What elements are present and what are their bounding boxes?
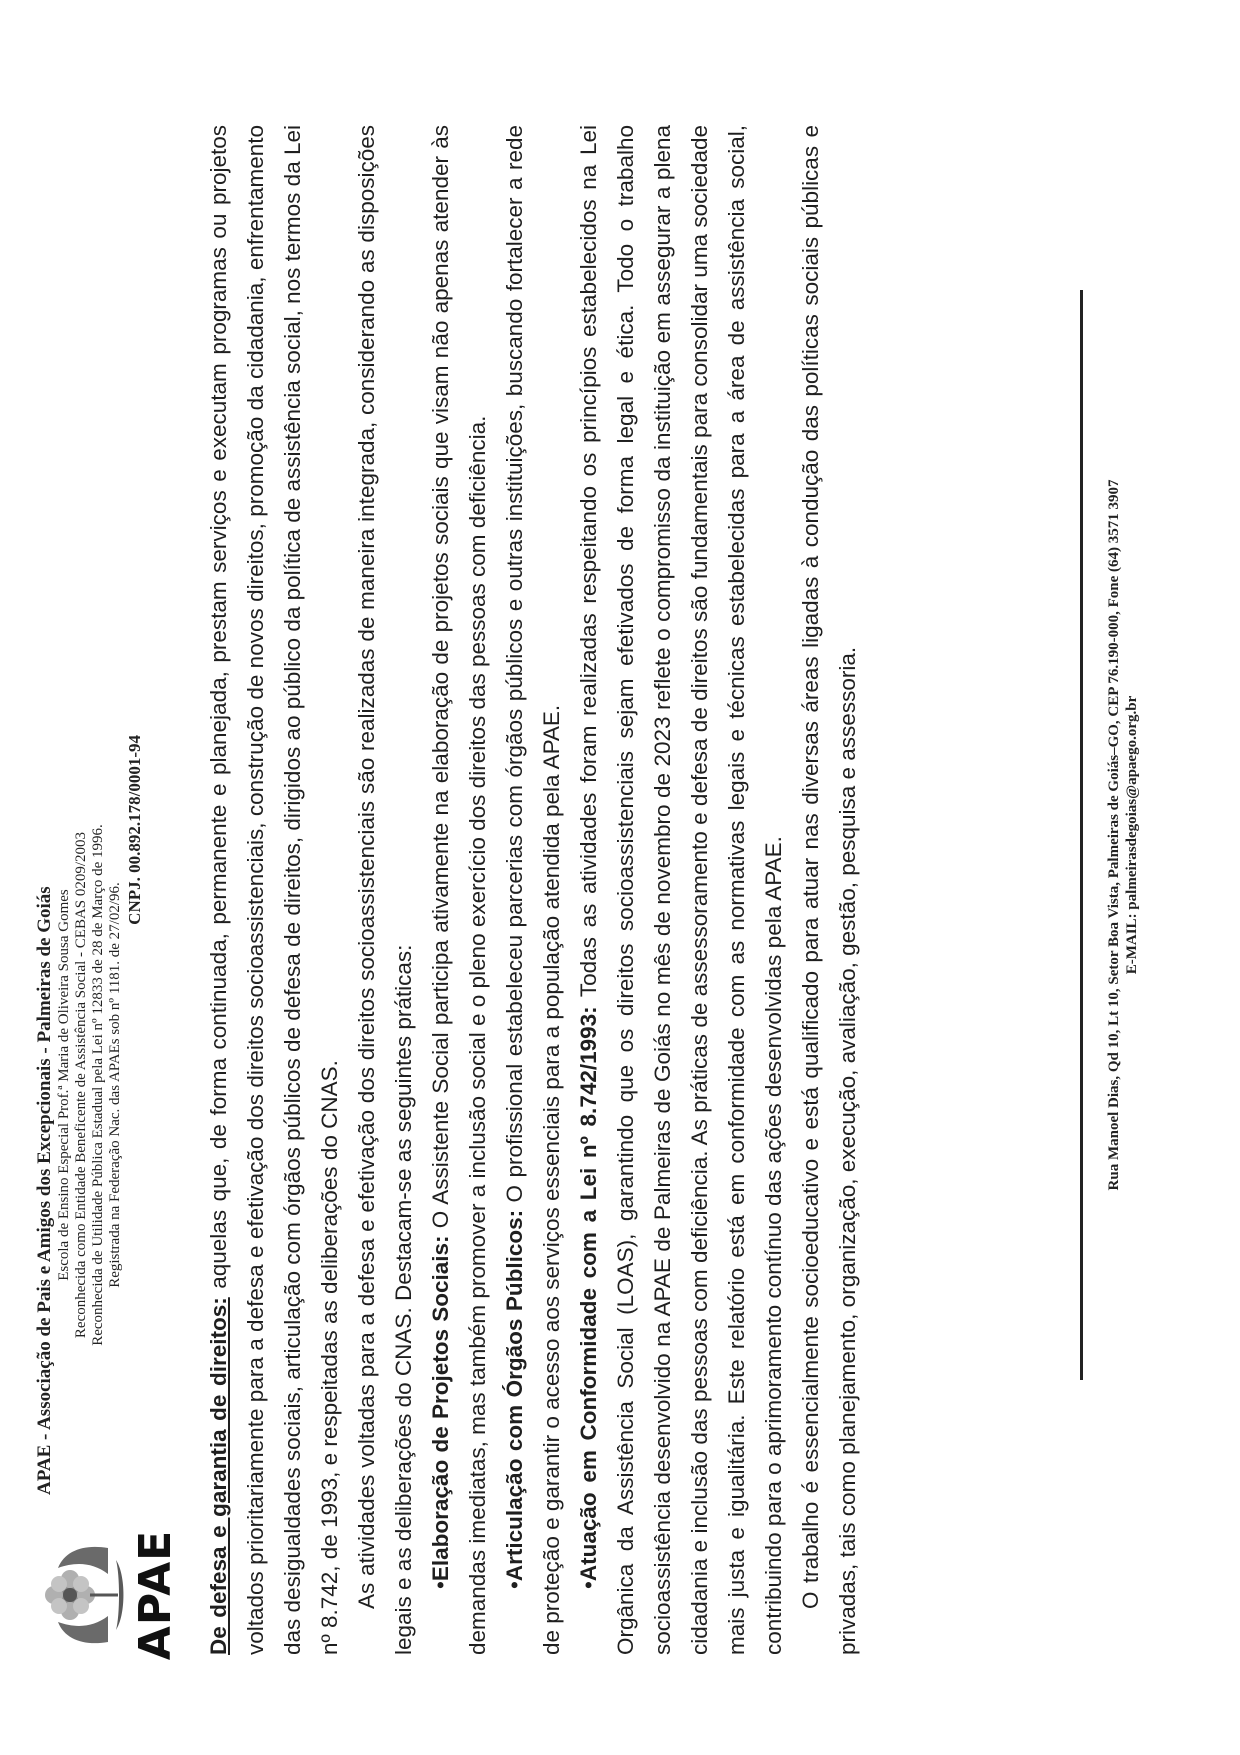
cebas-recognition: Reconhecida como Entidade Beneficente de Assistência Social - CEBAS 0209/2003 <box>73 831 89 1339</box>
footer-address: Rua Manoel Dias, Qd 10, Lt 10, Setor Boa Vista, Palmeiras de Goiás–GO, CEP 76.190-000, Fone (64) 3571 3907 <box>1106 479 1122 1191</box>
letterhead <box>30 70 180 1670</box>
school-name: Escola de Ensino Especial Prof.ª Maria de Oliveira Sousa Gomes <box>56 889 72 1281</box>
footer <box>1105 215 1141 1455</box>
paragraph-text: aquelas que, de forma continuada, permanente e planejada, prestam serviços e executam programas ou projetos voltados prioritariamente para a defesa e efetivação dos direitos socioassistenciais, construção de novos direitos, promoção da cidadania, enfrentamento das desigualdades sociais, articulação com órgãos públicos de defesa de direitos, dirigidos ao público da política de assistência social, nos termos da Lei nº 8.742, de 1993, e respeitadas as deliberações do CNAS. <box>206 125 342 1655</box>
public-utility-recognition: Reconhecida de Utilidade Pública Estadual pela Lei nº 12833 de 28 de Março de 1996. <box>90 824 106 1346</box>
bullet-text: Todas as atividades foram realizadas respeitando os princípios estabelecidos na Lei Orgânica da Assistência Social (LOAS), garantindo que os direitos socioassistenciais sejam efetivados de forma legal e ética. Todo o trabalho socioassistência desenvolvido na APAE de Palmeiras de Goiás no mês de novembro de 2023 reflete o compromisso da instituição em assegurar a plena cidadania e inclusão das pessoas com deficiência. As práticas de assessoramento e defesa de direitos são fundamentais para consolidar uma sociedade mais justa e igualitária. Este relatório está em conformidade com as normativas legais e técnicas estabelecidas para a área de assistência social, contribuindo para o aprimoramento contínuo das ações desenvolvidas pela APAE. <box>576 125 786 1655</box>
bullet-dot: • <box>428 1581 453 1589</box>
bullet-dot: • <box>576 1581 601 1589</box>
cnpj: CNPJ. 00.892.178/0001-94 <box>125 735 144 925</box>
paragraph-lead: De defesa e garantia de direitos: <box>206 1297 231 1655</box>
bullet-lead: Elaboração de Projetos Sociais: <box>428 1235 453 1582</box>
paragraph-trabalho: O trabalho é essencialmente socioeducativo e está qualificado para atuar nas diversas áreas ligadas à condução das políticas sociais públicas e privadas, tais como planejamento, organização, execução, avaliação, gestão, pesquisa e assessoria. <box>798 125 860 1655</box>
paragraph-defesa <box>200 125 348 1655</box>
document-body <box>200 125 866 1655</box>
bullet-articulacao <box>496 125 570 1655</box>
bullet-text: O profissional estabeleceu parcerias com órgãos públicos e outras instituições, buscando fortalecer a rede de proteção e garantir o acesso aos serviços essenciais para a população atendida pela APAE. <box>502 125 564 1655</box>
paragraph-atividades: As atividades voltadas para a defesa e efetivação dos direitos socioassistenciais são realizadas de maneira integrada, considerando as disposições legais e as deliberações do CNAS. Destacam-se as seguintes práticas: <box>354 125 416 1655</box>
bullet-projetos <box>422 125 496 1655</box>
footer-divider <box>1080 290 1083 1380</box>
apae-logo <box>30 1520 180 1670</box>
apae-flower-hands-logo-icon <box>30 1540 130 1650</box>
logo-wordmark: APAE <box>130 1529 181 1661</box>
letterhead-text <box>34 675 145 1495</box>
bullet-dot: • <box>502 1581 527 1589</box>
organization-title: APAE - Associação de Pais e Amigos dos Excepcionais - Palmeiras de Goiás <box>34 886 55 1495</box>
bullet-text: O Assistente Social participa ativamente na elaboração de projetos sociais que visam não apenas atender às demandas imediatas, mas também promover a inclusão social e o pleno exercício dos direitos das pessoas com deficiência. <box>428 124 490 1655</box>
bullet-lead: Atuação em Conformidade com a Lei nº 8.742/1993: <box>576 1006 601 1582</box>
bullet-lead: Articulação com Órgãos Públicos: <box>502 1209 527 1582</box>
federation-registration: Registrada na Federação Nac. das APAEs sob nº 1181. de 27/02/96. <box>107 882 123 1288</box>
bullet-conformidade <box>570 125 792 1655</box>
footer-email: E-MAIL: palmeirasdegoias@apaego.org.br <box>1124 695 1140 975</box>
